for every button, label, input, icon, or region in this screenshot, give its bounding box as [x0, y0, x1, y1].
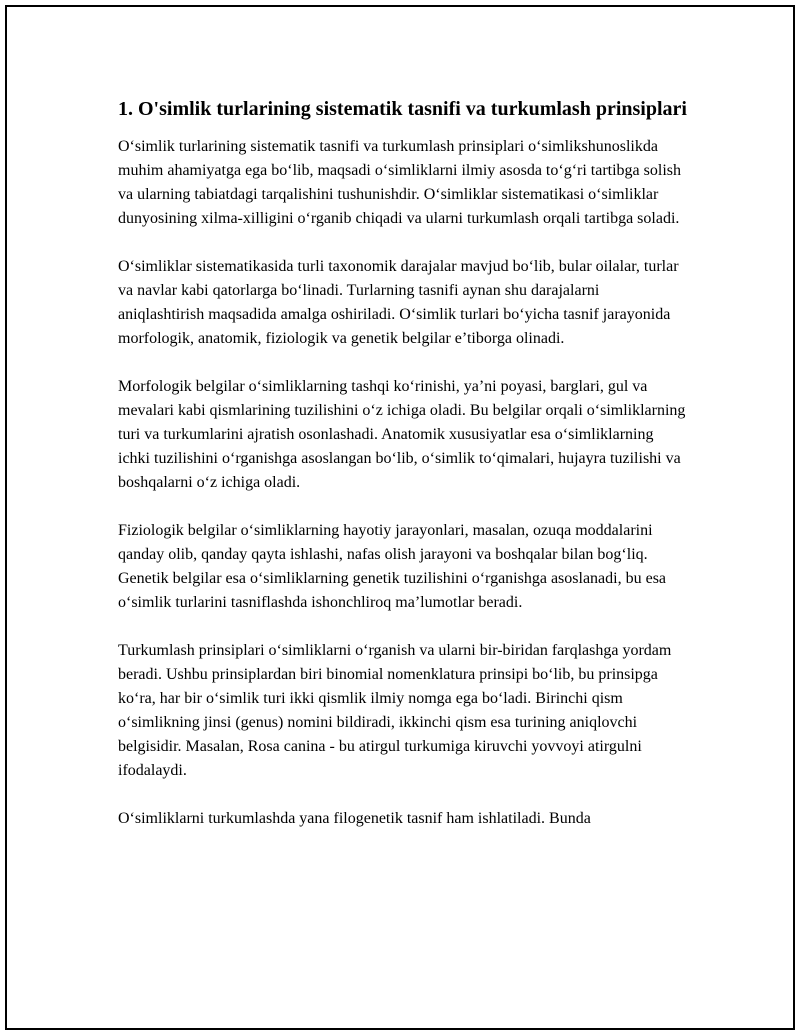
document-body [118, 95, 688, 855]
paragraph-6: O‘simliklarni turkumlashda yana filogenetik tasnif ham ishlatiladi. Bunda [118, 810, 591, 827]
paragraph-4: Fiziologik belgilar o‘simliklarning hayotiy jarayonlari, masalan, ozuqa moddalarini qanday olib, qanday qayta ishlashi, nafas olish jarayoni va boshqalar bilan bog‘liq. Genetik belgilar esa o‘simliklarning genetik tuzilishini o‘rganishga asoslanadi, bu esa o‘simlik turlarini tasniflashda ishonchliroq ma’lumotlar beradi. [118, 522, 667, 611]
section-title: 1. O'simlik turlarining sistematik tasnifi va turkumlash prinsiplari [118, 98, 687, 120]
paragraph-5: Turkumlash prinsiplari o‘simliklarni o‘rganish va ularni bir-biridan farqlashga yordam beradi. Ushbu prinsiplardan biri binomial nomenklatura prinsipi bo‘lib, bu prinsipga ko‘ra, har bir o‘simlik turi ikki qismlik ilmiy nomga ega bo‘ladi. Birinchi qism o‘simlikning jinsi (genus) nomini bildiradi, ikkinchi qism esa turining aniqlovchi belgisidir. Masalan, Rosa canina - bu atirgul turkumiga kiruvchi yovvoyi atirgulni ifodalaydi. [118, 642, 672, 779]
paragraph-1: O‘simlik turlarining sistematik tasnifi va turkumlash prinsiplari o‘simlikshunoslikda muhim ahamiyatga ega bo‘lib, maqsadi o‘simliklarni ilmiy asosda to‘g‘ri tartibga solish va ularning tabiatdagi tarqalishini tushunishdir. O‘simliklar sistematikasi o‘simliklar dunyosining xilma-xilligini o‘rganib chiqadi va ularni turkumlash orqali tartibga soladi. [118, 138, 681, 227]
paragraph-3: Morfologik belgilar o‘simliklarning tashqi ko‘rinishi, ya’ni poyasi, barglari, gul va mevalari kabi qismlarining tuzilishini o‘z ichiga oladi. Bu belgilar orqali o‘simliklarning turi va turkumlarini ajratish osonlashadi. Anatomik xususiyatlar esa o‘simliklarning ichki tuzilishini o‘rganishga asoslangan bo‘lib, o‘simlik to‘qimalari, hujayra tuzilishi va boshqalarni o‘z ichiga oladi. [118, 378, 686, 491]
paragraph-2: O‘simliklar sistematikasida turli taxonomik darajalar mavjud bo‘lib, bular oilalar, turlar va navlar kabi qatorlarga bo‘linadi. Turlarning tasnifi aynan shu darajalarni aniqlashtirish maqsadida amalga oshiriladi. O‘simlik turlari bo‘yicha tasnif jarayonida morfologik, anatomik, fiziologik va genetik belgilar e’tiborga olinadi. [118, 258, 679, 347]
